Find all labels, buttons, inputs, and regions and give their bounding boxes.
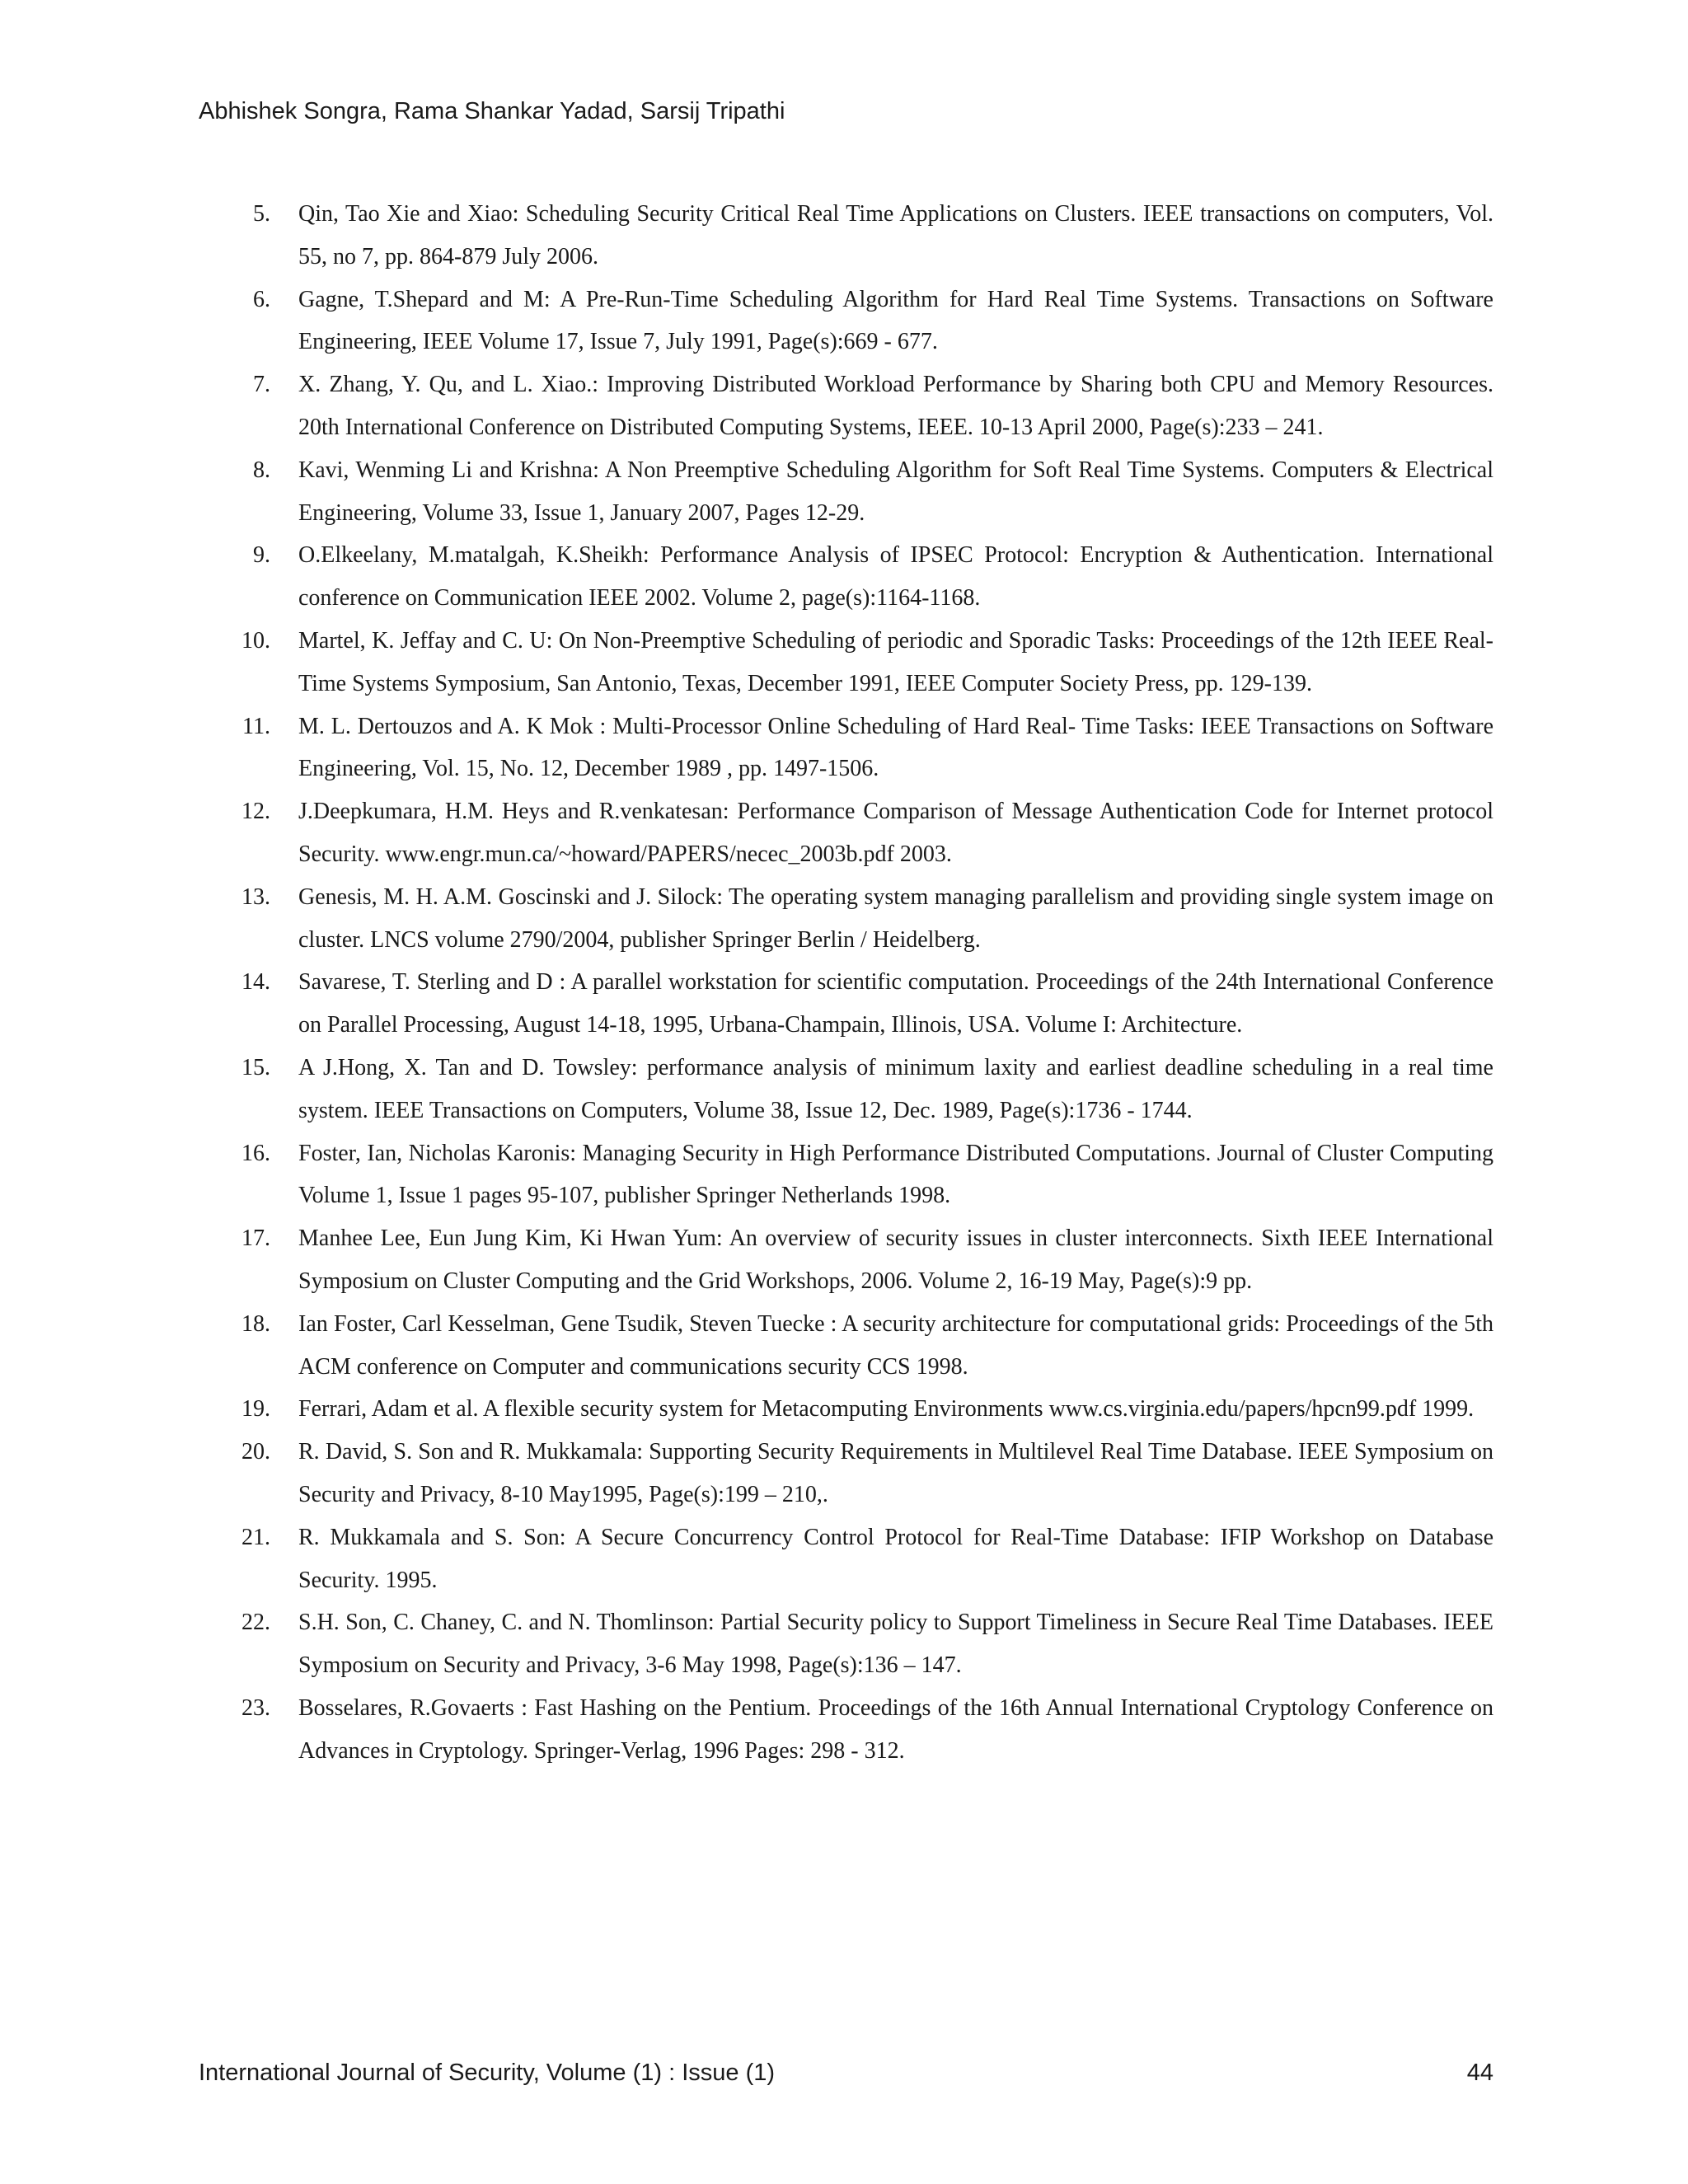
reference-text: J.Deepkumara, H.M. Heys and R.venkatesan: Performance Comparison of Message Authentication Code for Internet protocol Security. www.engr.mun.ca/~howard/PAPERS/necec_2003b.pdf 2003. xyxy=(298,799,1493,867)
reference-item xyxy=(239,1047,1493,1132)
reference-item xyxy=(239,1601,1493,1687)
reference-number: 5. xyxy=(253,201,270,227)
reference-number: 10. xyxy=(241,627,270,654)
reference-number: 17. xyxy=(241,1226,270,1252)
reference-item xyxy=(239,876,1493,962)
reference-text: Kavi, Wenming Li and Krishna: A Non Preemptive Scheduling Algorithm for Soft Real Time Systems. Computers & Electrical Engineering, Volume 33, Issue 1, January 2007, Pages 12-29. xyxy=(298,457,1493,526)
reference-text: Savarese, T. Sterling and D : A parallel workstation for scientific computation. Proceedings of the 24th International Conference on Parallel Processing, August 14-18, 1995, Urbana-Champain, Illinois, USA. Volume I: Architecture. xyxy=(298,969,1493,1038)
reference-item xyxy=(239,534,1493,620)
reference-text: R. Mukkamala and S. Son: A Secure Concurrency Control Protocol for Real-Time Database: IFIP Workshop on Database Security. 1995. xyxy=(298,1524,1493,1593)
reference-text: S.H. Son, C. Chaney, C. and N. Thomlinson: Partial Security policy to Support Timeliness in Secure Real Time Databases. IEEE Symposium on Security and Privacy, 3-6 May 1998, Page(s):136 – 147. xyxy=(298,1610,1493,1679)
reference-number: 21. xyxy=(241,1524,270,1550)
reference-number: 15. xyxy=(241,1054,270,1080)
reference-item xyxy=(239,1217,1493,1303)
reference-number: 7. xyxy=(253,372,270,398)
reference-text: Martel, K. Jeffay and C. U: On Non-Preemptive Scheduling of periodic and Sporadic Tasks: Proceedings of the 12th IEEE Real-Time Systems Symposium, San Antonio, Texas, December 1991, IEEE Computer Society Press, pp. 129-139. xyxy=(298,627,1493,696)
reference-item xyxy=(239,449,1493,535)
reference-item xyxy=(239,790,1493,876)
reference-text: Gagne, T.Shepard and M: A Pre-Run-Time Scheduling Algorithm for Hard Real Time Systems. Transactions on Software Engineering, IEEE Volume 17, Issue 7, July 1991, Page(s):669 - 677. xyxy=(298,286,1493,355)
reference-number: 16. xyxy=(241,1140,270,1166)
reference-text: Bosselares, R.Govaerts : Fast Hashing on the Pentium. Proceedings of the 16th Annual International Cryptology Conference on Advances in Cryptology. Springer-Verlag, 1996 Pages: 298 - 312. xyxy=(298,1694,1493,1764)
footer-journal: International Journal of Security, Volume (1) : Issue (1) xyxy=(199,2060,776,2086)
reference-text: X. Zhang, Y. Qu, and L. Xiao.: Improving Distributed Workload Performance by Sharing both CPU and Memory Resources. 20th International Conference on Distributed Computing Systems, IEEE. 10-13 April 2000, Page(s):233 – 241. xyxy=(298,372,1493,440)
reference-item xyxy=(239,1516,1493,1602)
reference-text: Foster, Ian, Nicholas Karonis: Managing Security in High Performance Distributed Computations. Journal of Cluster Computing Volume 1, Issue 1 pages 95-107, publisher Springer Netherlands 1998. xyxy=(298,1140,1493,1209)
reference-number: 19. xyxy=(241,1396,270,1422)
reference-number: 12. xyxy=(241,799,270,825)
footer-page-number: 44 xyxy=(1466,2060,1493,2086)
reference-item xyxy=(239,1388,1493,1431)
reference-number: 9. xyxy=(253,542,270,569)
reference-item xyxy=(239,279,1493,364)
reference-number: 23. xyxy=(241,1694,270,1721)
reference-text: Qin, Tao Xie and Xiao: Scheduling Security Critical Real Time Applications on Clusters. IEEE transactions on computers, Vol. 55, no 7, pp. 864-879 July 2006. xyxy=(298,201,1493,269)
reference-text: Genesis, M. H. A.M. Goscinski and J. Silock: The operating system managing parallelism and providing single system image on cluster. LNCS volume 2790/2004, publisher Springer Berlin / Heidelberg. xyxy=(298,883,1493,953)
reference-text: Manhee Lee, Eun Jung Kim, Ki Hwan Yum: An overview of security issues in cluster interconnects. Sixth IEEE International Symposium on Cluster Computing and the Grid Workshops, 2006. Volume 2, 16-19 May, Page(s):9 pp. xyxy=(298,1226,1493,1294)
reference-item xyxy=(239,1431,1493,1516)
reference-item xyxy=(239,961,1493,1047)
reference-number: 13. xyxy=(241,883,270,910)
reference-item xyxy=(239,620,1493,705)
reference-number: 11. xyxy=(242,713,270,739)
reference-number: 20. xyxy=(241,1439,270,1465)
reference-number: 6. xyxy=(253,286,270,312)
reference-text: Ferrari, Adam et al. A flexible security system for Metacomputing Environments www.cs.virginia.edu/papers/hpcn99.pdf 1999. xyxy=(298,1396,1475,1422)
running-head-authors: Abhishek Songra, Rama Shankar Yadad, Sarsij Tripathi xyxy=(199,98,785,124)
reference-item xyxy=(239,193,1493,279)
reference-text: A J.Hong, X. Tan and D. Towsley: performance analysis of minimum laxity and earliest deadline scheduling in a real time system. IEEE Transactions on Computers, Volume 38, Issue 12, Dec. 1989, Page(s):1736 - 1744. xyxy=(298,1054,1493,1123)
reference-number: 22. xyxy=(241,1610,270,1636)
reference-item xyxy=(239,705,1493,791)
reference-text: O.Elkeelany, M.matalgah, K.Sheikh: Performance Analysis of IPSEC Protocol: Encryption & Authentication. International conference on Communication IEEE 2002. Volume 2, page(s):1164-1168. xyxy=(298,542,1493,612)
reference-text: M. L. Dertouzos and A. K Mok : Multi-Processor Online Scheduling of Hard Real- Time Tasks: IEEE Transactions on Software Engineering, Vol. 15, No. 12, December 1989 , pp. 1497-1506. xyxy=(298,713,1493,782)
reference-item xyxy=(239,1687,1493,1773)
reference-item xyxy=(239,363,1493,449)
reference-text: Ian Foster, Carl Kesselman, Gene Tsudik, Steven Tuecke : A security architecture for computational grids: Proceedings of the 5th ACM conference on Computer and communications security CCS 1998. xyxy=(298,1310,1493,1380)
reference-item xyxy=(239,1303,1493,1389)
reference-item xyxy=(239,1132,1493,1218)
reference-number: 8. xyxy=(253,457,270,483)
reference-list xyxy=(239,193,1493,1772)
reference-number: 18. xyxy=(241,1310,270,1337)
reference-number: 14. xyxy=(241,969,270,996)
reference-text: R. David, S. Son and R. Mukkamala: Supporting Security Requirements in Multilevel Real Time Database. IEEE Symposium on Security and Privacy, 8-10 May1995, Page(s):199 – 210,. xyxy=(298,1439,1493,1507)
